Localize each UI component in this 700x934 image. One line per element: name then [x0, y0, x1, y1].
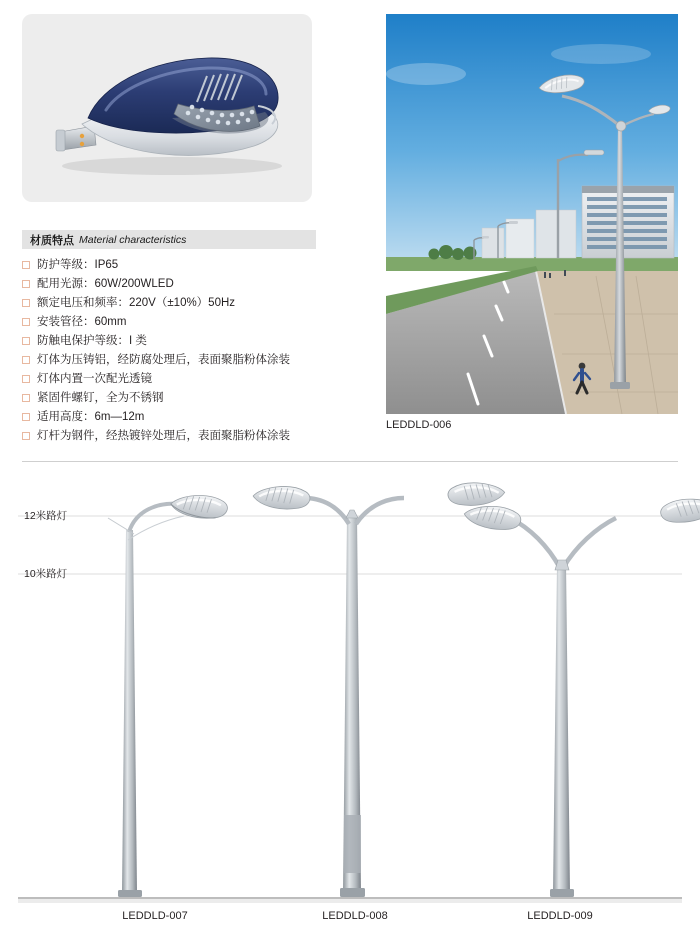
pole-double-arm-center [252, 481, 505, 897]
top-section [0, 0, 700, 455]
spec-text: 配用光源：60W/200WLED [37, 278, 174, 290]
checkbox-icon [22, 375, 30, 383]
spec-text: 灯杆为钢件，经热镀锌处理后，表面聚脂粉体涂装 [37, 430, 290, 442]
spec-text: 额定电压和频率：220V（±10%）50Hz [37, 297, 236, 309]
list-item [22, 408, 372, 427]
street-scene-illustration [386, 14, 678, 414]
spec-text: 适用高度：6m—12m [37, 411, 145, 423]
spec-text: 紧固件螺钉，全为不锈钢 [37, 392, 164, 404]
spec-text: 安装管径：60mm [37, 316, 127, 328]
spec-text: 灯体为压铸铝，经防腐处理后，表面聚脂粉体涂装 [37, 354, 290, 366]
pole-caption-1: LEDDLD-007 [122, 910, 188, 922]
checkbox-icon [22, 394, 30, 402]
material-header-en: Material characteristics [79, 233, 187, 246]
spec-list [22, 256, 372, 446]
product-image-panel [22, 14, 312, 202]
spec-text: 灯体内置一次配光透镜 [37, 373, 152, 385]
height-label-10m: 10米路灯 [24, 568, 68, 580]
list-item [22, 275, 372, 294]
list-item [22, 256, 372, 275]
material-characteristics-header [22, 230, 316, 249]
height-label-12m: 12米路灯 [24, 510, 68, 522]
spec-text: 防触电保护等级：I 类 [37, 335, 147, 347]
pole-comparison-illustration [0, 470, 700, 910]
bottom-section [0, 470, 700, 934]
checkbox-icon [22, 318, 30, 326]
installation-scene-photo [386, 14, 678, 414]
list-item [22, 427, 372, 446]
checkbox-icon [22, 356, 30, 364]
list-item [22, 332, 372, 351]
checkbox-icon [22, 432, 30, 440]
section-divider [22, 461, 678, 462]
list-item [22, 313, 372, 332]
checkbox-icon [22, 299, 30, 307]
list-item [22, 389, 372, 408]
street-lamp-head-illustration [22, 14, 312, 202]
checkbox-icon [22, 337, 30, 345]
list-item [22, 294, 372, 313]
checkbox-icon [22, 261, 30, 269]
pole-double-arm-right [463, 495, 700, 897]
pole-caption-2: LEDDLD-008 [322, 910, 388, 922]
checkbox-icon [22, 413, 30, 421]
checkbox-icon [22, 280, 30, 288]
pole-single-arm [108, 492, 228, 897]
pole-caption-3: LEDDLD-009 [527, 910, 593, 922]
spec-text: 防护等级：IP65 [37, 259, 119, 271]
list-item [22, 351, 372, 370]
scene-caption: LEDDLD-006 [386, 419, 452, 431]
material-header-cn: 材质特点 [30, 234, 74, 247]
list-item [22, 370, 372, 389]
